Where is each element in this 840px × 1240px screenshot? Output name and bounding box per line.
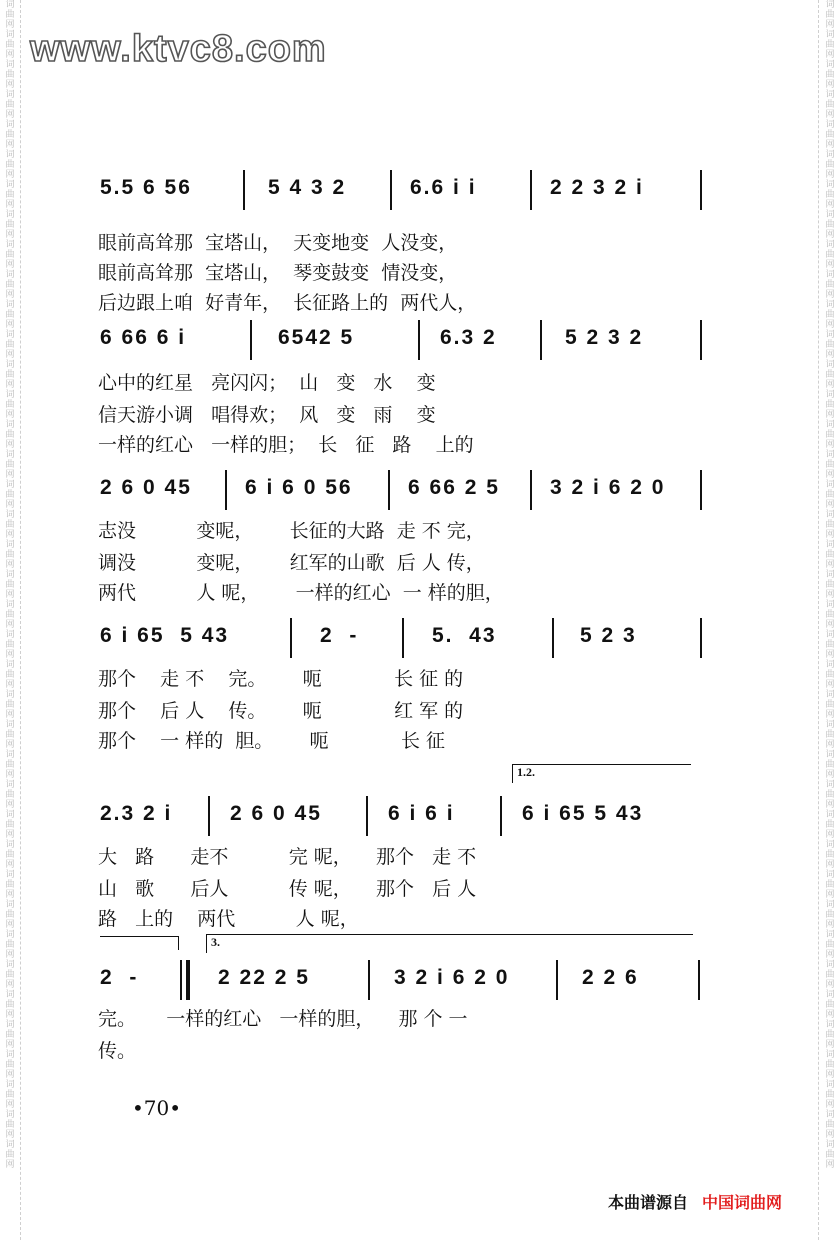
measure-4: 5 2 3 xyxy=(580,624,637,647)
first-ending-end-line xyxy=(100,936,178,937)
lyric-line-3: 一样的红心 一样的胆； 长 征 路 上的 xyxy=(98,434,474,456)
measure-1: 6 i 65 5 43 xyxy=(100,624,230,647)
measure-2: 2 - xyxy=(320,624,359,647)
page-number: •70• xyxy=(132,1096,182,1120)
measure-3: 6.3 2 xyxy=(440,326,497,349)
lyric-line-2: 那个 后 人 传。 呃 红 军 的 xyxy=(98,700,464,722)
measure-3: 5. 43 xyxy=(432,624,497,647)
lyric-line-1: 心中的红星 亮闪闪； 山 变 水 变 xyxy=(98,372,436,394)
lyric-line-2: 信天游小调 唱得欢； 风 变 雨 变 xyxy=(98,404,436,426)
lyric-line-3: 路 上的 两代 人 呢， xyxy=(98,908,359,930)
first-ending-end-tick xyxy=(178,936,179,950)
lyric-line-3: 那个 一 样的 胆。 呃 长 征 xyxy=(98,730,446,752)
barline xyxy=(402,618,404,658)
measure-1: 2 6 0 45 xyxy=(100,476,192,499)
measure-3: 6 i 6 i xyxy=(388,802,455,825)
barline xyxy=(390,170,392,210)
barline xyxy=(700,170,702,210)
barline xyxy=(698,960,700,1000)
lyric-line-1: 大 路 走不 完 呢， 那个 走 不 xyxy=(98,846,477,868)
lyric-line-1: 完。 一样的红心 一样的胆， 那 个 一 xyxy=(98,1008,468,1030)
volta-label: 1.2. xyxy=(517,765,535,779)
barline xyxy=(225,470,227,510)
measure-3: 6.6 i i xyxy=(410,176,477,199)
barline xyxy=(208,796,210,836)
measure-4: 2 2 3 2 i xyxy=(550,176,644,199)
measure-2: 6 i 6 0 56 xyxy=(245,476,353,499)
measure-1: 6 66 6 i xyxy=(100,326,187,349)
barline xyxy=(500,796,502,836)
lyric-line-1: 那个 走 不 完。 呃 长 征 的 xyxy=(98,668,464,690)
barline xyxy=(530,170,532,210)
right-margin-line xyxy=(818,0,819,1240)
measure-3: 6 66 2 5 xyxy=(408,476,500,499)
left-margin-line xyxy=(20,0,21,1240)
barline xyxy=(700,618,702,658)
barline xyxy=(700,470,702,510)
measure-4: 3 2 i 6 2 0 xyxy=(550,476,666,499)
lyric-line-2: 调没 变呢， 红军的山歌 后 人 传， xyxy=(98,552,485,574)
measure-4: 2 2 6 xyxy=(582,966,639,989)
barline xyxy=(552,618,554,658)
left-side-watermark: 词曲网词曲网词曲网词曲网词曲网词曲网词曲网词曲网词曲网词曲网词曲网词曲网词曲网词曲网词曲网词曲网词曲网词曲网词曲网词曲网词曲网词曲网词曲网词曲网词曲网词曲网词曲网词曲网词曲网词曲网词曲网词曲网词曲网词曲网词曲网词曲网词曲网词曲网词曲网 xyxy=(5,0,15,1170)
barline xyxy=(368,960,370,1000)
barline xyxy=(250,320,252,360)
second-ending-bracket xyxy=(206,934,693,953)
measure-4: 5 2 3 2 xyxy=(565,326,644,349)
barline xyxy=(366,796,368,836)
repeat-barline xyxy=(180,960,182,1000)
measure-2: 6542 5 xyxy=(278,326,355,349)
measure-1: 2 - xyxy=(100,966,139,989)
measure-1: 5.5 6 56 xyxy=(100,176,192,199)
site-watermark: www.ktvc8.com xyxy=(30,28,327,70)
measure-2: 5 4 3 2 xyxy=(268,176,347,199)
lyric-line-2: 山 歌 后人 传 呢， 那个 后 人 xyxy=(98,878,477,900)
barline xyxy=(700,320,702,360)
barline xyxy=(243,170,245,210)
barline xyxy=(290,618,292,658)
repeat-barline-thick xyxy=(186,960,190,1000)
lyric-line-3: 后边跟上咱 好青年， 长征路上的 两代人， xyxy=(98,292,477,314)
barline xyxy=(540,320,542,360)
source-label: 本曲谱源自 xyxy=(608,1193,689,1212)
barline xyxy=(530,470,532,510)
lyric-line-2: 眼前高耸那 宝塔山， 琴变鼓变 情没变， xyxy=(98,262,458,284)
measure-3: 3 2 i 6 2 0 xyxy=(394,966,510,989)
lyric-line-1: 志没 变呢， 长征的大路 走 不 完， xyxy=(98,520,485,542)
source-credit xyxy=(608,1190,782,1213)
lyric-line-1: 眼前高耸那 宝塔山， 天变地变 人没变， xyxy=(98,232,458,254)
volta-label: 3. xyxy=(211,935,220,949)
measure-2: 2 22 2 5 xyxy=(218,966,310,989)
measure-2: 2 6 0 45 xyxy=(230,802,322,825)
barline xyxy=(388,470,390,510)
source-site: 中国词曲网 xyxy=(702,1193,783,1212)
barline xyxy=(556,960,558,1000)
barline xyxy=(418,320,420,360)
lyric-line-2: 传。 xyxy=(98,1040,137,1062)
first-ending-bracket xyxy=(512,764,691,783)
right-side-watermark: 词曲网词曲网词曲网词曲网词曲网词曲网词曲网词曲网词曲网词曲网词曲网词曲网词曲网词曲网词曲网词曲网词曲网词曲网词曲网词曲网词曲网词曲网词曲网词曲网词曲网词曲网词曲网词曲网词曲网词曲网词曲网词曲网词曲网词曲网词曲网词曲网词曲网词曲网词曲网 xyxy=(825,0,835,1170)
measure-1: 2.3 2 i xyxy=(100,802,173,825)
lyric-line-3: 两代 人 呢， 一样的红心 一 样的胆， xyxy=(98,582,504,604)
measure-4: 6 i 65 5 43 xyxy=(522,802,644,825)
